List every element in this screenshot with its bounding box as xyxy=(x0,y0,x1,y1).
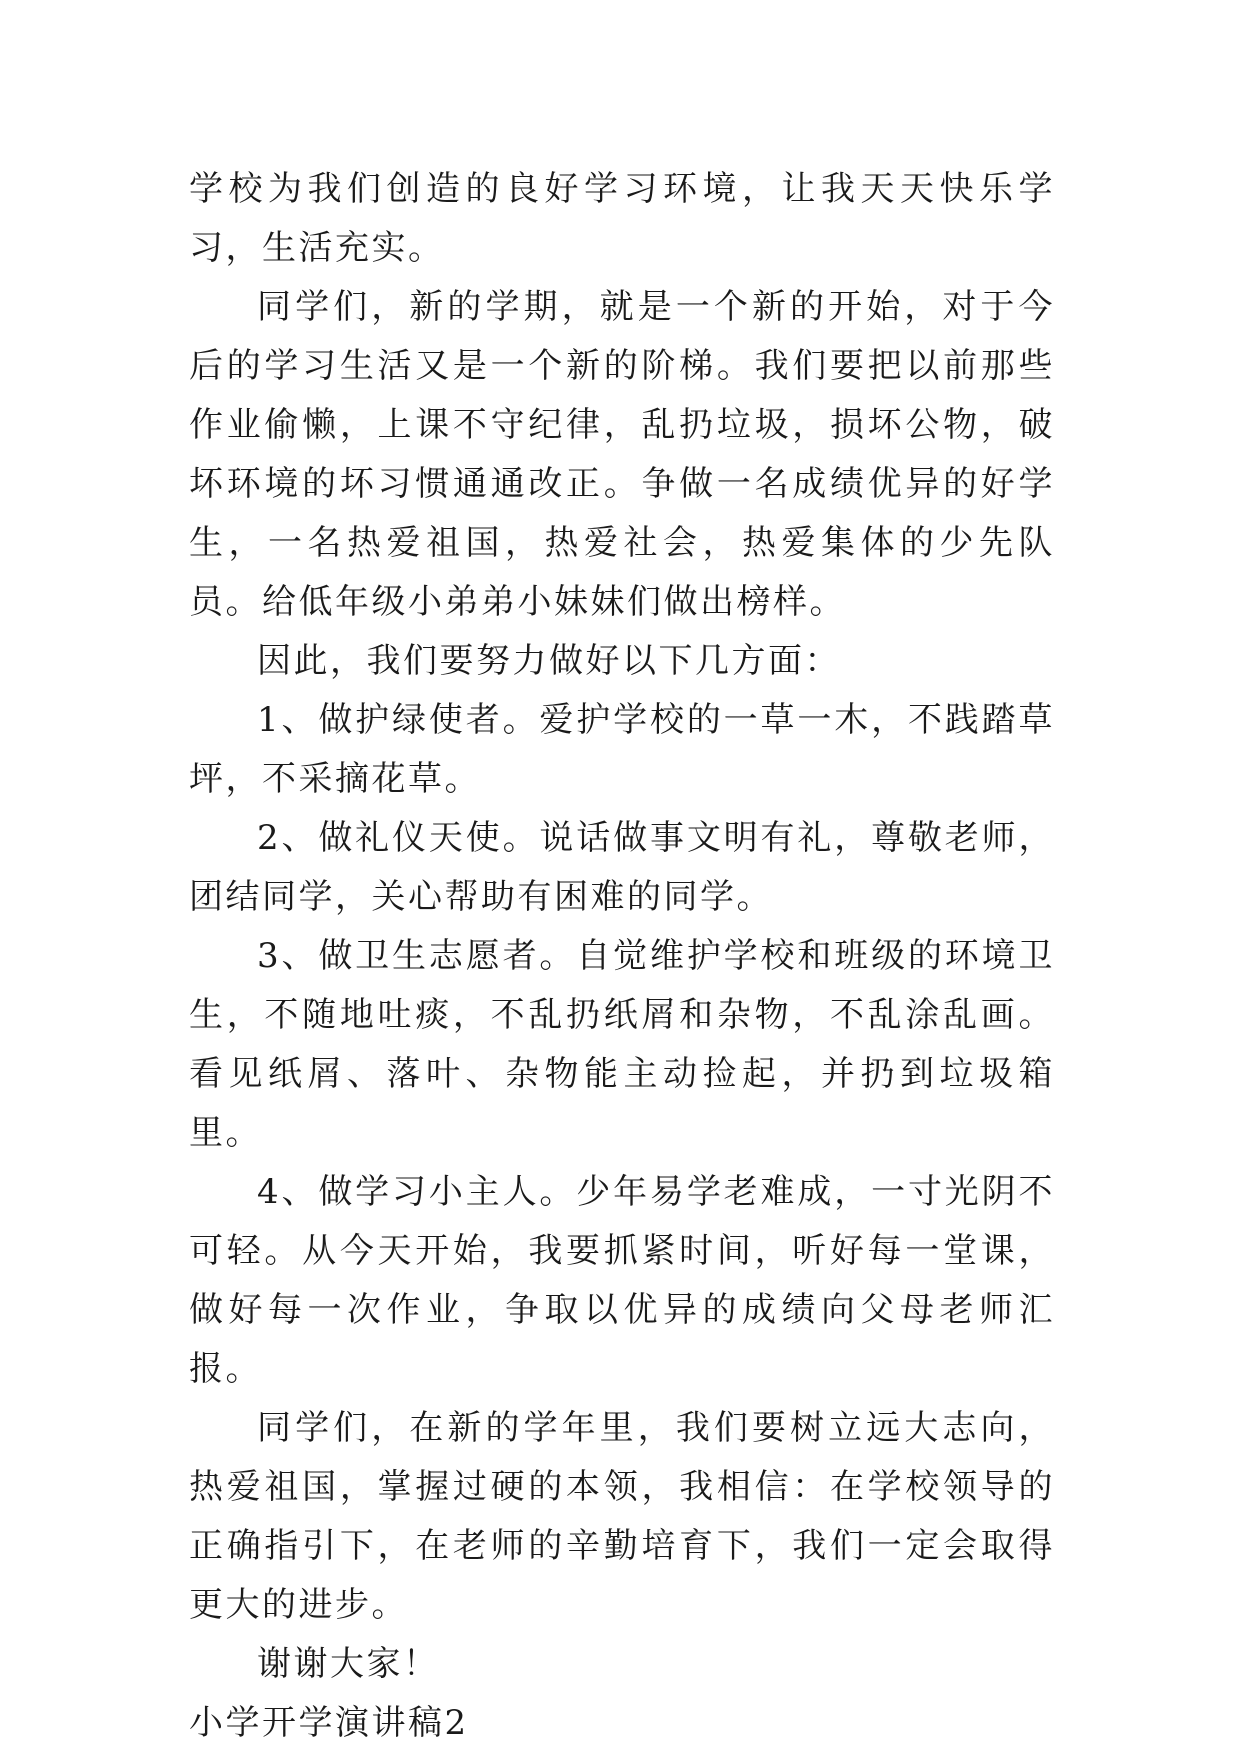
paragraph-thanks: 谢谢大家！ xyxy=(257,1644,440,1684)
section-heading: 小学开学演讲稿2 xyxy=(189,1703,469,1743)
document-body xyxy=(189,160,1055,1753)
paragraph-item-3: 3、做卫生志愿者。自觉维护学校和班级的环境卫生，不随地吐痰，不乱扔纸屑和杂物，不乱涂乱画。看见纸屑、落叶、杂物能主动捡起，并扔到垃圾箱里。 xyxy=(189,936,1055,1153)
paragraph-1: 学校为我们创造的良好学习环境，让我天天快乐学习，生活充实。 xyxy=(189,169,1055,268)
paragraph-item-1: 1、做护绿使者。爱护学校的一草一木，不践踏草坪，不采摘花草。 xyxy=(189,700,1055,799)
paragraph-2: 同学们，新的学期，就是一个新的开始，对于今后的学习生活又是一个新的阶梯。我们要把以前那些作业偷懒，上课不守纪律，乱扔垃圾，损坏公物，破坏环境的坏习惯通通改正。争做一名成绩优异的好学生，一名热爱祖国，热爱社会，热爱集体的少先队员。给低年级小弟弟小妹妹们做出榜样。 xyxy=(189,287,1055,622)
paragraph-closing: 同学们，在新的学年里，我们要树立远大志向，热爱祖国，掌握过硬的本领，我相信：在学校领导的正确指引下，在老师的辛勤培育下，我们一定会取得更大的进步。 xyxy=(189,1408,1055,1625)
paragraph-item-2: 2、做礼仪天使。说话做事文明有礼，尊敬老师，团结同学，关心帮助有困难的同学。 xyxy=(189,818,1055,917)
paragraph-item-4: 4、做学习小主人。少年易学老难成，一寸光阴不可轻。从今天开始，我要抓紧时间，听好每一堂课，做好每一次作业，争取以优异的成绩向父母老师汇报。 xyxy=(189,1172,1055,1389)
paragraph-3: 因此，我们要努力做好以下几方面： xyxy=(257,641,841,681)
